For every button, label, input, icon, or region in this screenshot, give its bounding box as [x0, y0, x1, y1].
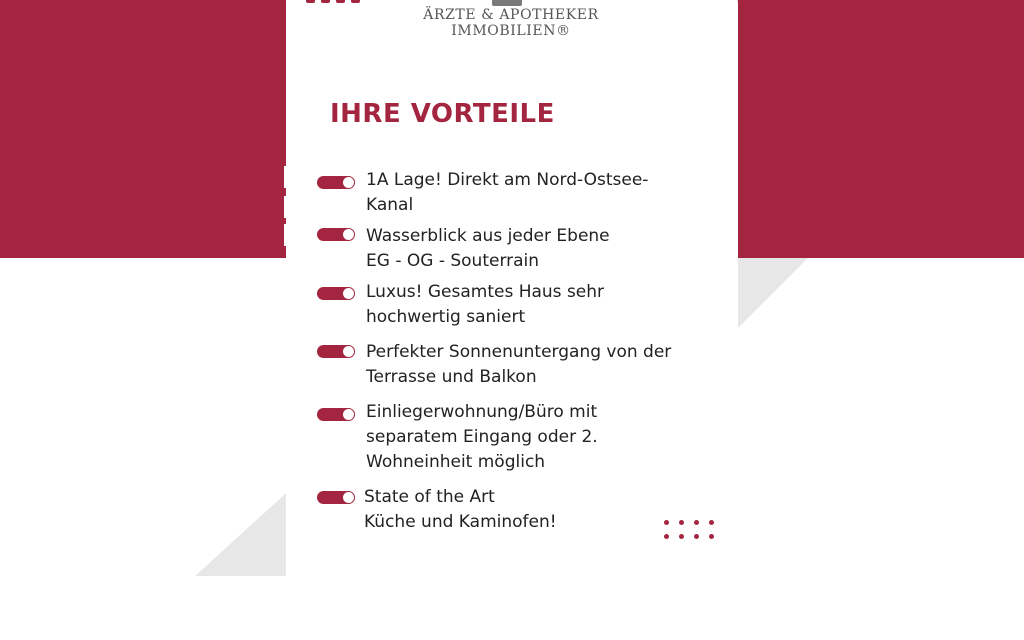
- page-title: IHRE VORTEILE: [330, 99, 555, 129]
- brand-name-line2: IMMOBILIEN®: [451, 23, 571, 39]
- decorative-triangle-left: [195, 485, 295, 576]
- card-edge-mark: [284, 196, 287, 218]
- toggle-knob: [343, 346, 354, 357]
- brand-name-line1: ÄRZTE & APOTHEKER: [423, 7, 599, 23]
- benefit-text: 1A Lage! Direkt am Nord-Ostsee- Kanal: [366, 170, 649, 215]
- dash: [306, 0, 315, 3]
- toggle-icon: [317, 491, 355, 504]
- toggle-icon: [317, 176, 355, 189]
- dash: [336, 0, 345, 3]
- brand-logo-icon: [492, 0, 522, 6]
- decorative-dot-grid: [664, 520, 724, 539]
- decorative-triangle-right: [738, 258, 808, 328]
- toggle-knob: [343, 229, 354, 240]
- toggle-knob: [343, 288, 354, 299]
- dot: [664, 534, 669, 539]
- dot: [709, 534, 714, 539]
- dot: [664, 520, 669, 525]
- toggle-knob: [343, 409, 354, 420]
- toggle-knob: [343, 492, 354, 503]
- benefit-text: State of the Art Küche und Kaminofen!: [364, 487, 557, 532]
- toggle-icon: [317, 345, 355, 358]
- card-edge-mark: [284, 224, 287, 246]
- benefit-text: Luxus! Gesamtes Haus sehr hochwertig saniert: [366, 282, 605, 327]
- toggle-icon: [317, 228, 355, 241]
- toggle-icon: [317, 408, 355, 421]
- dot: [709, 520, 714, 525]
- dot: [679, 534, 684, 539]
- toggle-knob: [343, 177, 354, 188]
- dash: [351, 0, 360, 3]
- dot: [679, 520, 684, 525]
- decorative-dashes: [306, 0, 360, 3]
- benefit-text: Perfekter Sonnenuntergang von der Terrasse und Balkon: [366, 342, 672, 387]
- dash: [321, 0, 330, 3]
- dot: [694, 520, 699, 525]
- benefit-text: Wasserblick aus jeder Ebene EG - OG - Souterrain: [366, 226, 610, 271]
- benefit-text: Einliegerwohnung/Büro mit separatem Eingang oder 2. Wohneinheit möglich: [366, 402, 598, 472]
- dot: [694, 534, 699, 539]
- toggle-icon: [317, 287, 355, 300]
- card-edge-mark: [284, 166, 287, 188]
